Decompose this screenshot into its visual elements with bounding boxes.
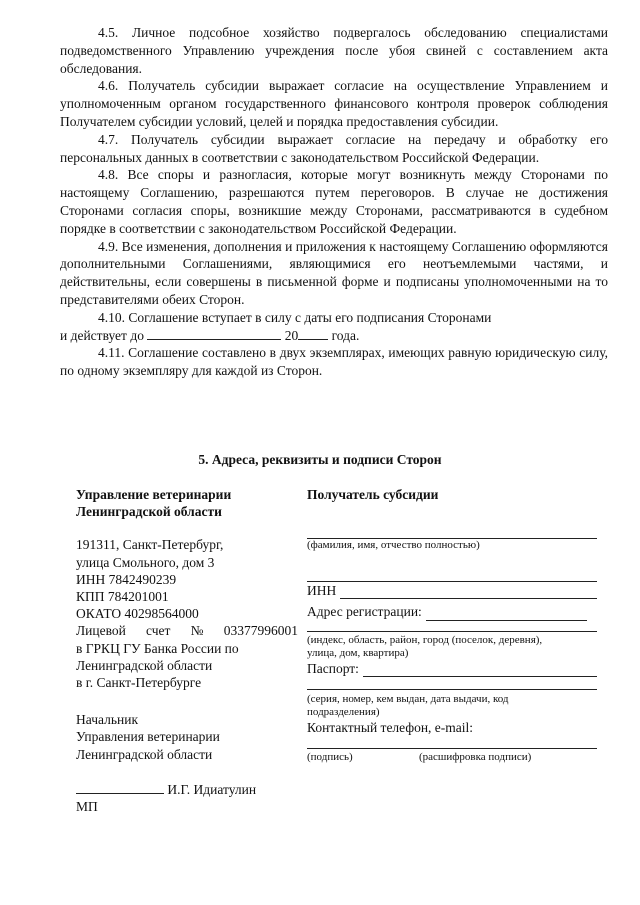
clause-4-10	[60, 309, 608, 327]
head-signature-row	[76, 781, 298, 798]
recipient-reg-line	[426, 606, 587, 621]
recipient-passport-line	[363, 662, 597, 677]
org-address-line2: улица Смольного, дом 3	[76, 554, 215, 570]
org-okato: ОКАТО 40298564000	[76, 606, 199, 622]
recipient-signature-line	[307, 736, 597, 749]
recipient-inn-label: ИНН	[307, 583, 337, 599]
clause-4-10-until: и действует до	[60, 327, 144, 343]
clause-4-9: 4.9. Все изменения, дополнения и приложения к настоящему Соглашению оформляются дополнительными Соглашениями, являющимися его неотъемлемыми частями, и действительны, если совершены в письменной форме и подписаны уполномоченными на то представителями обеих Сторон.	[60, 238, 608, 307]
section-title: 5. Адреса, реквизиты и подписи Сторон	[198, 452, 442, 467]
recipient-inn-line	[340, 584, 597, 599]
clause-4-7: 4.7. Получатель субсидии выражает согласие на передачу и обработку его персональных данных в соответствии с законодательством Российской Федерации.	[60, 131, 608, 165]
agreement-clauses	[60, 24, 608, 380]
clause-4-10-term	[60, 327, 608, 345]
recipient-contact-label: Контактный телефон, e-mail:	[307, 719, 474, 735]
recipient-blank-line	[307, 566, 597, 582]
recipient-requisites	[307, 486, 597, 764]
bank-line1: в ГРКЦ ГУ Банка России по	[76, 640, 239, 656]
org-address-line1: 191311, Санкт-Петербург,	[76, 537, 224, 553]
stamp-mark: МП	[76, 799, 98, 815]
clause-4-6: 4.6. Получатель субсидии выражает согласие на осуществление Управлением и уполномоченным органом государственного финансового контроля проверок соблюдения Получателем субсидии условий, целей и порядка предоставления субсидии.	[60, 78, 608, 129]
recipient-passport-label: Паспорт:	[307, 660, 359, 676]
recipient-signature-hints	[307, 751, 597, 764]
org-inn: ИНН 7842490239	[76, 571, 177, 587]
recipient-address-line	[307, 621, 597, 632]
clause-4-10-year-word: года.	[331, 327, 360, 343]
recipient-fio-hint: (фамилия, имя, отчество полностью)	[307, 539, 480, 552]
recipient-address-hint1: (индекс, область, район, город (поселок, деревня),	[307, 633, 543, 646]
clause-4-11: 4.11. Соглашение составлено в двух экземплярах, имеющих равную юридическую силу, по одному экземпляру для каждой из Сторон.	[60, 345, 608, 379]
clause-4-10-text: 4.10. Соглашение вступает в силу с даты его подписания Сторонами	[98, 309, 492, 325]
recipient-reg-label: Адрес регистрации:	[307, 604, 422, 620]
recipient-inn-row	[307, 582, 597, 599]
recipient-title: Получатель субсидии	[307, 487, 439, 502]
org-name-line1: Управление ветеринарии	[76, 487, 232, 502]
clause-4-10-century: 20	[284, 327, 299, 343]
account-number: 03377996001	[223, 623, 298, 639]
account-number-sign: №	[190, 623, 204, 639]
account-label: Лицевой	[76, 623, 126, 639]
org-account	[76, 622, 298, 639]
recipient-passport-row	[307, 660, 597, 677]
recipient-fio-line	[307, 523, 597, 539]
clause-4-5: 4.5. Личное подсобное хозяйство подвергалось обследованию специалистами подведомственного Управлению учреждения после убоя свиней с составлением акта обследования.	[60, 25, 608, 76]
bank-line2: Ленинградской области	[76, 657, 213, 673]
head-signer-name: И.Г. Идиатулин	[167, 781, 257, 797]
head-title-line2: Управления ветеринарии	[76, 729, 220, 745]
recipient-reg-row	[307, 603, 597, 620]
vet-department-requisites	[76, 486, 298, 815]
clause-4-8: 4.8. Все споры и разногласия, которые могут возникнуть между Сторонами по настоящему Соглашению, разрешаются путем переговоров. В случае не достижения Сторонами согласия споры, возникшие между Сторонами, рассматриваются в судебном порядке в соответствии с законодательством Российской Федерации.	[60, 167, 608, 236]
org-kpp: КПП 784201001	[76, 589, 169, 605]
recipient-passport-line2	[307, 677, 597, 690]
end-year-blank	[298, 339, 328, 340]
bank-line3: в г. Санкт-Петербурге	[76, 675, 202, 691]
recipient-address-hint2: улица, дом, квартира)	[307, 646, 409, 659]
signature-hint: (подпись)	[307, 751, 353, 764]
end-date-blank	[147, 339, 281, 340]
recipient-passport-hint2: подразделения)	[307, 705, 380, 718]
head-title-line1: Начальник	[76, 712, 139, 728]
head-signature-blank	[76, 793, 164, 794]
org-name-line2: Ленинградской области	[76, 504, 222, 520]
head-title-line3: Ленинградской области	[76, 746, 213, 762]
account-word: счет	[146, 623, 171, 639]
signature-decode-hint: (расшифровка подписи)	[419, 751, 532, 764]
recipient-passport-hint1: (серия, номер, кем выдан, дата выдачи, код	[307, 692, 509, 705]
